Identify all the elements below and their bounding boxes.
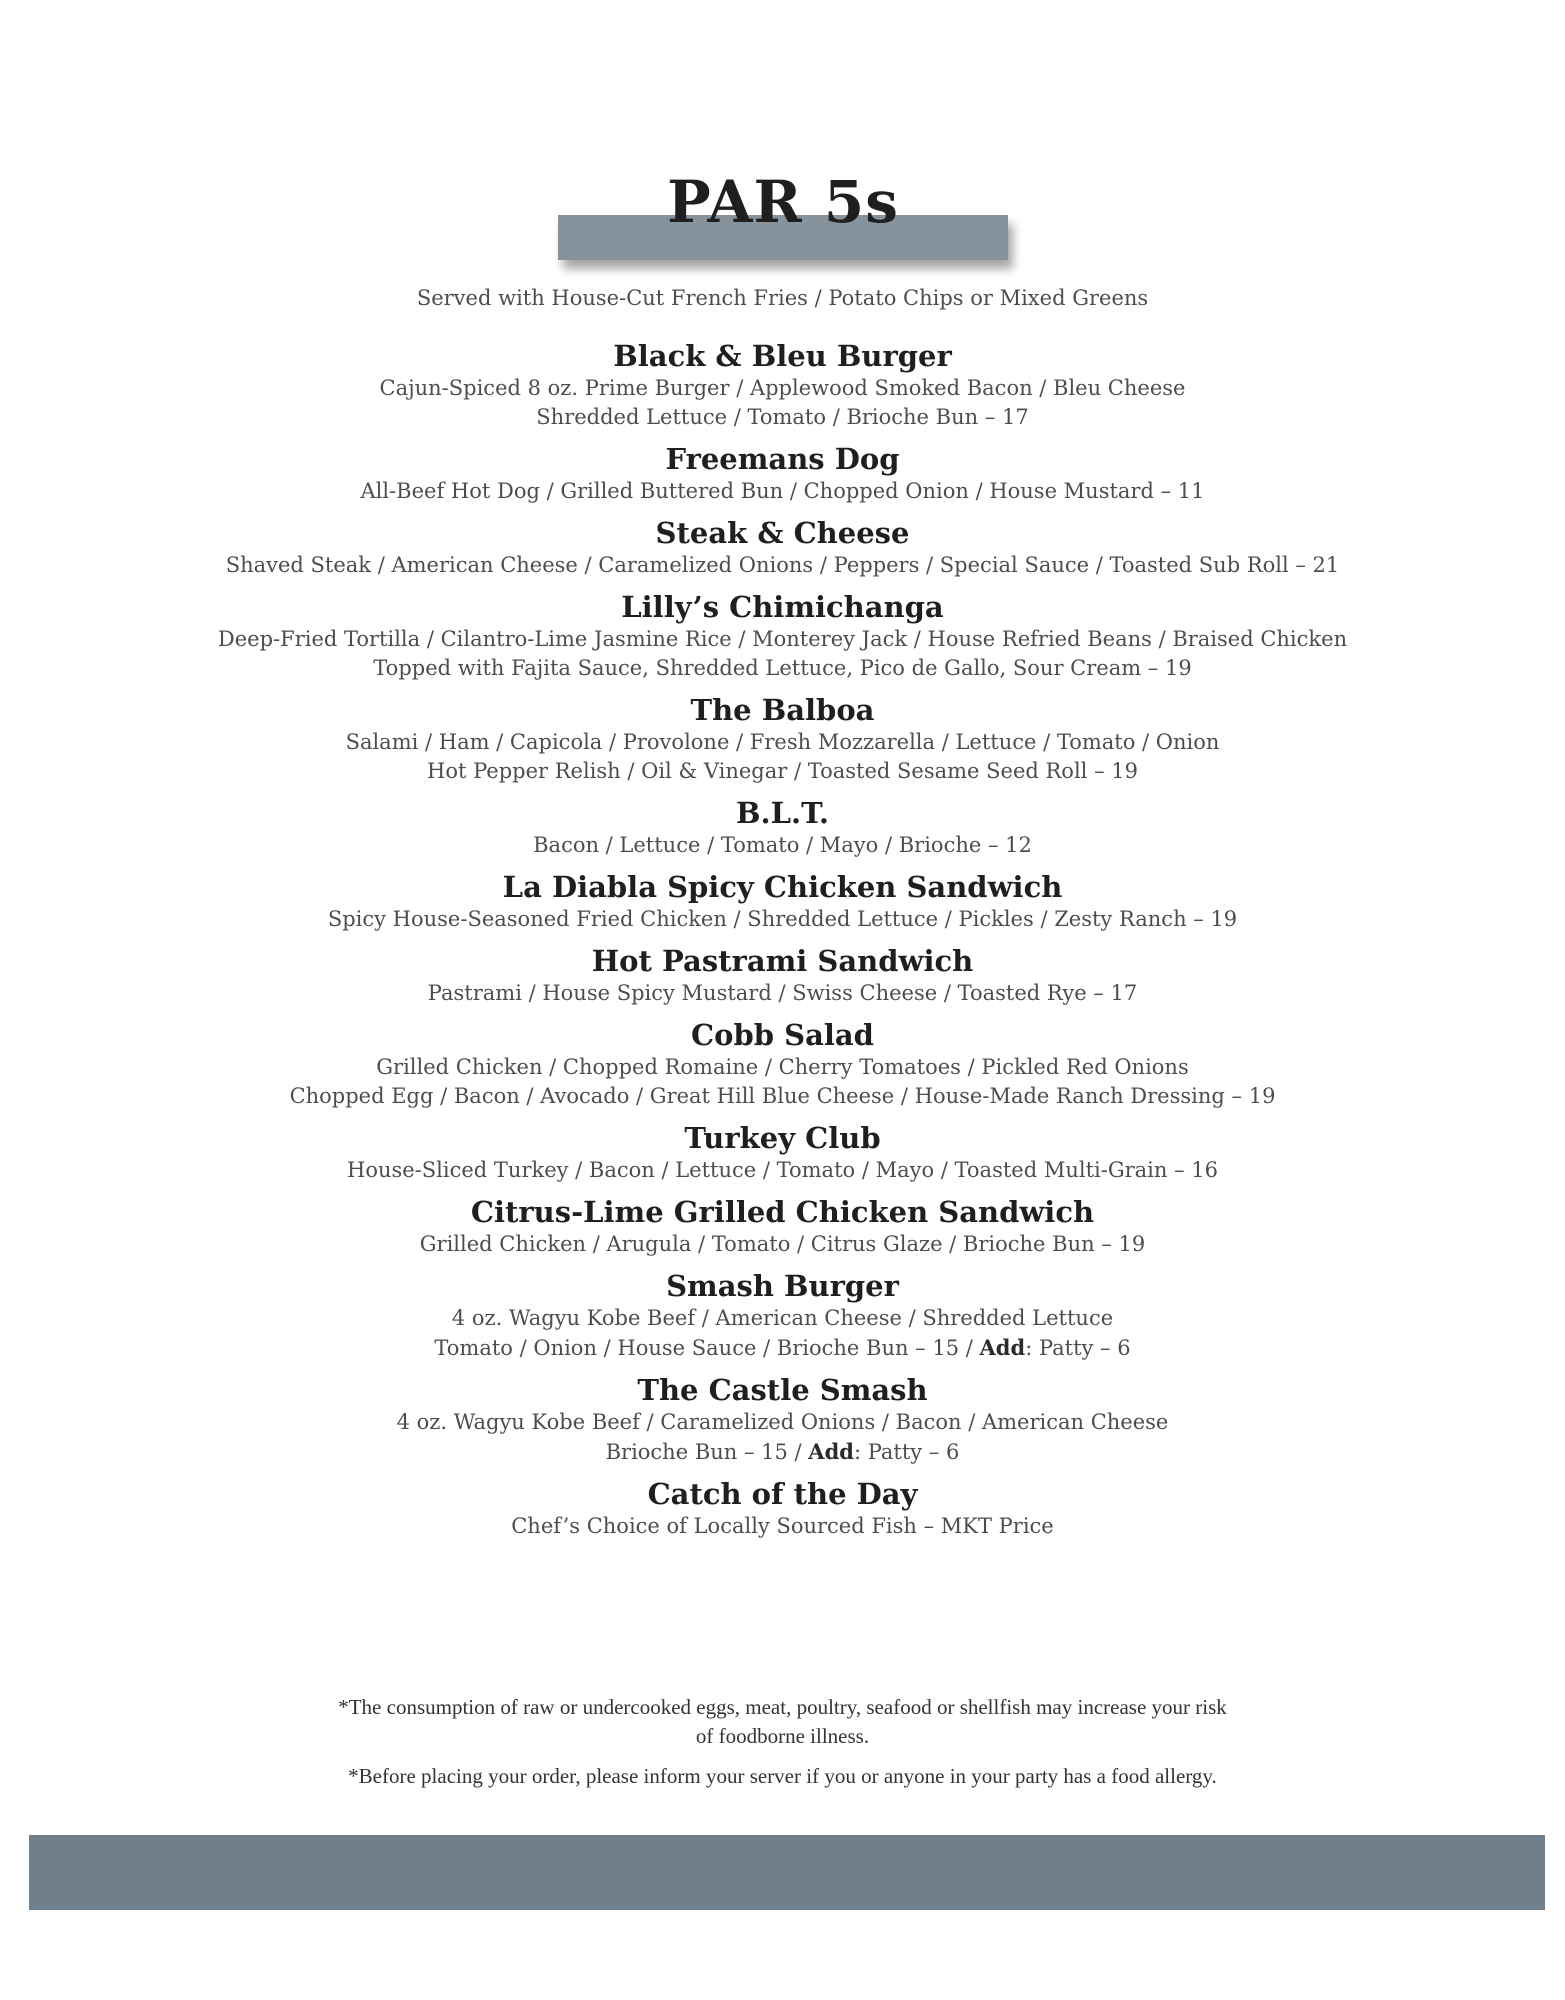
menu-item-description: Hot Pepper Relish / Oil & Vinegar / Toasted Sesame Seed Roll – 19 [427,759,1138,783]
menu-item [0,692,1565,786]
menu-item [0,1120,1565,1185]
menu-item [0,1017,1565,1111]
menu-item-name: Catch of the Day [647,1477,918,1511]
add-on-prefix: Tomato / Onion / House Sauce / Brioche Bun – 15 / [434,1336,980,1360]
menu-item-description: Cajun-Spiced 8 oz. Prime Burger / Applewood Smoked Bacon / Bleu Cheese [379,376,1186,400]
footer-bar [29,1835,1545,1910]
menu-item-description: Deep-Fried Tortilla / Cilantro-Lime Jasmine Rice / Monterey Jack / House Refried Beans / Braised Chicken [217,627,1348,651]
menu-item [0,1194,1565,1259]
menu-item [0,869,1565,934]
raw-food-disclaimer: *The consumption of raw or undercooked eggs, meat, poultry, seafood or shellfish may increase your risk of foodborne illness. [338,1695,1227,1748]
title-block [558,160,1008,260]
menu-items-list [0,338,1565,1550]
add-on-label: Add [979,1335,1026,1360]
menu-item [0,338,1565,432]
menu-item [0,441,1565,506]
menu-item-name: Smash Burger [666,1269,899,1303]
menu-item-description: All-Beef Hot Dog / Grilled Buttered Bun / Chopped Onion / House Mustard – 11 [360,479,1205,503]
menu-item-name: Turkey Club [684,1121,881,1155]
menu-item-description: Grilled Chicken / Chopped Romaine / Cherry Tomatoes / Pickled Red Onions [376,1055,1189,1079]
menu-item-description: 4 oz. Wagyu Kobe Beef / American Cheese / Shredded Lettuce [451,1306,1114,1330]
disclaimers [0,1693,1565,1791]
menu-item-add-on-line [0,1437,1565,1467]
menu-item [0,1372,1565,1467]
served-with-note: Served with House-Cut French Fries / Potato Chips or Mixed Greens [416,286,1149,310]
add-on-price: : Patty – 6 [853,1440,960,1464]
menu-item-description: 4 oz. Wagyu Kobe Beef / Caramelized Onions / Bacon / American Cheese [396,1410,1169,1434]
menu-item-description: Bacon / Lettuce / Tomato / Mayo / Brioche – 12 [533,833,1032,857]
menu-item-description: House-Sliced Turkey / Bacon / Lettuce / Tomato / Mayo / Toasted Multi-Grain – 16 [347,1158,1218,1182]
allergy-disclaimer: *Before placing your order, please inform your server if you or anyone in your party has a food allergy. [348,1764,1217,1788]
menu-item-description: Shredded Lettuce / Tomato / Brioche Bun – 17 [536,405,1029,429]
menu-item-description: Spicy House-Seasoned Fried Chicken / Shredded Lettuce / Pickles / Zesty Ranch – 19 [327,907,1238,931]
add-on-price: : Patty – 6 [1025,1336,1131,1360]
menu-item [0,1476,1565,1541]
menu-item-name: Steak & Cheese [655,516,910,550]
menu-item-name: La Diabla Spicy Chicken Sandwich [502,870,1063,904]
menu-item-name: Black & Bleu Burger [613,339,952,373]
menu-item-name: Freemans Dog [665,442,900,476]
menu-item-description: Grilled Chicken / Arugula / Tomato / Citrus Glaze / Brioche Bun – 19 [419,1232,1146,1256]
menu-item [0,1268,1565,1363]
menu-item-add-on-line [0,1333,1565,1363]
menu-item [0,943,1565,1008]
menu-item-description: Chopped Egg / Bacon / Avocado / Great Hill Blue Cheese / House-Made Ranch Dressing – 19 [289,1084,1276,1108]
menu-item-description: Topped with Fajita Sauce, Shredded Lettuce, Pico de Gallo, Sour Cream – 19 [373,656,1192,680]
menu-item [0,515,1565,580]
menu-item-description: Shaved Steak / American Cheese / Caramelized Onions / Peppers / Special Sauce / Toasted Sub Roll – 21 [225,553,1340,577]
menu-item-name: The Balboa [690,693,875,727]
menu-item-name: Citrus-Lime Grilled Chicken Sandwich [470,1195,1095,1229]
menu-item-description: Chef’s Choice of Locally Sourced Fish – MKT Price [511,1514,1054,1538]
menu-item-name: Cobb Salad [691,1018,874,1052]
page-title: PAR 5s [667,168,899,236]
menu-item-description: Salami / Ham / Capicola / Provolone / Fresh Mozzarella / Lettuce / Tomato / Onion [345,730,1220,754]
menu-item-name: Lilly’s Chimichanga [621,590,944,624]
menu-item-name: The Castle Smash [637,1373,928,1407]
add-on-label: Add [808,1439,854,1464]
menu-item [0,589,1565,683]
add-on-prefix: Brioche Bun – 15 / [605,1440,809,1464]
menu-item-description: Pastrami / House Spicy Mustard / Swiss Cheese / Toasted Rye – 17 [427,981,1138,1005]
menu-item [0,795,1565,860]
menu-item-name: B.L.T. [735,796,830,830]
menu-item-name: Hot Pastrami Sandwich [591,944,974,978]
